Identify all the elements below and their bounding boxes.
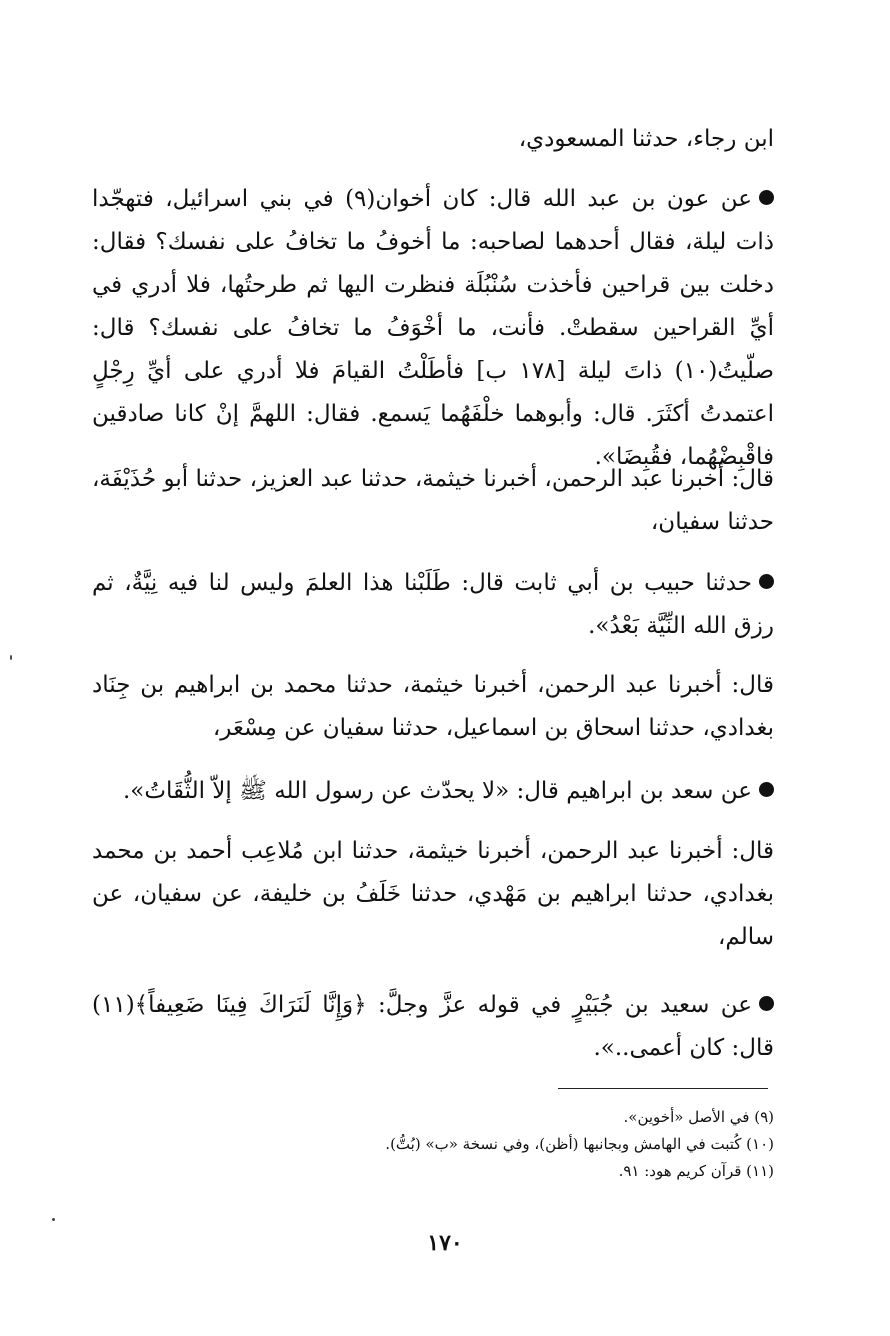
scan-speck	[10, 655, 12, 660]
paragraph-8: عن سعيد بن جُبَيْرٍ في قوله عزَّ وجلَّ: ﴿وَإِنَّا لَنَرَاكَ فِينَا ضَعِيفاً﴾(١١) قال: كان أعمى..».	[92, 992, 774, 1061]
footnote-11: (١١) قرآن كريم هود: ٩١.	[618, 1162, 774, 1180]
footnote-divider	[558, 1088, 768, 1089]
paragraph-3: قال: أخبرنا عبد الرحمن، أخبرنا خيثمة، حدثنا عبد العزيز، حدثنا أبو حُذَيْفَة، حدثنا سفيان،	[92, 466, 774, 535]
paragraph-7: قال: أخبرنا عبد الرحمن، أخبرنا خيثمة، حدثنا ابن مُلاعِب أحمد بن محمد بغدادي، حدثنا ابراهيم بن مَهْدي، حدثنا خَلَفُ بن خليفة، عن سفيان، عن سالم،	[92, 838, 774, 950]
footnotes	[250, 1104, 774, 1185]
bullet-icon	[759, 782, 774, 797]
scan-speck	[52, 1218, 55, 1221]
bullet-icon	[759, 996, 774, 1011]
paragraph-5: قال: أخبرنا عبد الرحمن، أخبرنا خيثمة، حدثنا محمد بن ابراهيم بن جِنَاد بغدادي، حدثنا اسحاق بن اسماعيل، حدثنا سفيان عن مِسْعَر،	[92, 672, 774, 741]
paragraph-2: عن عون بن عبد الله قال: كان أخوان(٩) في بني اسرائيل، فتهجّدا ذات ليلة، فقال أحدهما لصاحبه: ما أخوفُ ما تخافُ على نفسك؟ فقال: دخلت بين قراحين فأخذت سُنْبُلَة فنظرت اليها ثم طرحتُها، فلا أدري في أيِّ القراحين سقطتْ. فأنت، ما أخْوَفُ ما تخافُ على نفسك؟ قال: صلّيتُ(١٠) ذاتَ ليلة [١٧٨ ب] فأطَلْتُ القيامَ فلا أدري على أيِّ رِجْلٍ اعتمدتُ أكثَرَ. قال: وأبوهما خلْفَهُما يَسمع. فقال: اللهمَّ إنْ كانا صادقين فاقْبِضْهُما، فقُبِضَا».	[92, 186, 774, 470]
paragraph-4: حدثنا حبيب بن أبي ثابت قال: طَلَبْنا هذا العلمَ وليس لنا فيه نِيَّةٌ، ثم رزق الله النِّيَّة بَعْدُ».	[92, 570, 774, 639]
footnote-10: (١٠) كُتبت في الهامش وبجانبها (أظن)، وفي نسخة «ب» (بُتُّ).	[385, 1135, 774, 1153]
page-number: ١٧٠	[427, 1230, 463, 1256]
bullet-icon	[759, 574, 774, 589]
paragraph-1: ابن رجاء، حدثنا المسعودي،	[518, 126, 774, 152]
footnote-9: (٩) في الأصل «أخوين».	[623, 1108, 774, 1126]
bullet-icon	[759, 190, 774, 205]
paragraph-6: عن سعد بن ابراهيم قال: «لا يحدّث عن رسول الله ﷺ إلاّ الثُّقَاتُ».	[92, 770, 774, 813]
